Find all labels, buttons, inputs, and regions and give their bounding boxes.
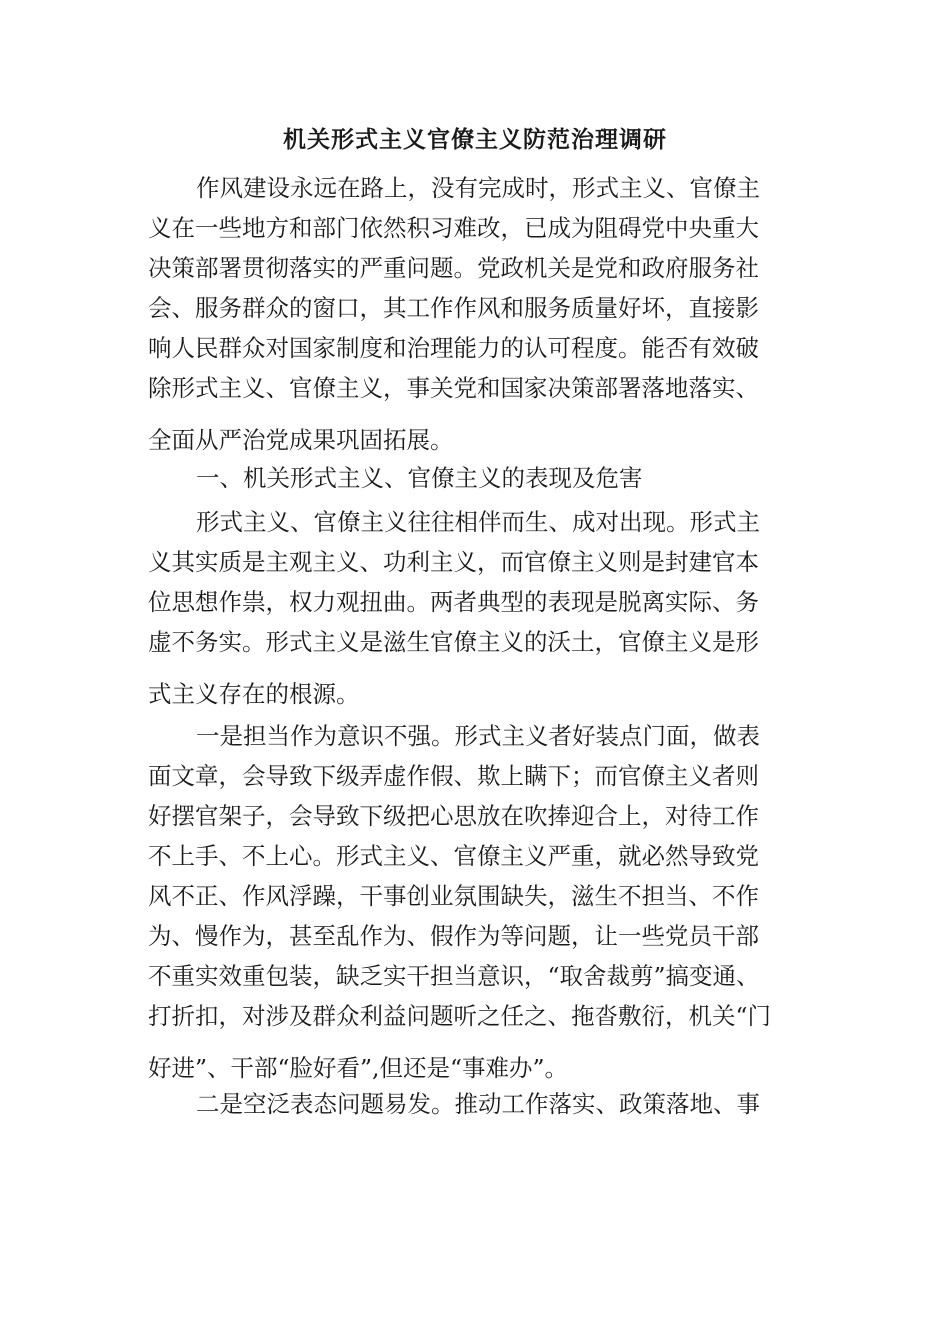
paragraph-line: 为、慢作为，甚至乱作为、假作为等问题，让一些党员干部 — [148, 922, 759, 950]
section-heading-text: 一、机关形式主义、官僚主义的表现及危害 — [196, 464, 643, 492]
section-heading — [148, 458, 802, 498]
paragraph-line: 除形式主义、官僚主义，事关党和国家决策部署落地落实、 — [148, 374, 759, 402]
paragraph-line: 决策部署贯彻落实的严重问题。党政机关是党和政府服务社 — [148, 254, 759, 282]
paragraph-point-one — [148, 716, 802, 1088]
paragraph-line: 义在一些地方和部门依然积习难改，已成为阻碍党中央重大 — [148, 214, 759, 242]
paragraph-line: 式主义存在的根源。 — [148, 680, 360, 708]
document-title: 机关形式主义官僚主义防范治理调研 — [283, 126, 667, 153]
paragraph-line: 一是担当作为意识不强。形式主义者好装点门面，做表 — [196, 722, 760, 750]
paragraph-line: 全面从严治党成果巩固拓展。 — [148, 426, 454, 454]
paragraph-line: 形式主义、官僚主义往往相伴而生、成对出现。形式主 — [196, 508, 760, 536]
paragraph-line: 义其实质是主观主义、功利主义，而官僚主义则是封建官本 — [148, 548, 759, 576]
paragraph-line: 不重实效重包装，缺乏实干担当意识，“取舍裁剪”搞变通、 — [148, 962, 760, 990]
paragraph-line: 打折扣，对涉及群众利益问题听之任之、拖沓敷衍，机关“门 — [148, 1002, 772, 1030]
paragraph-line: 好摆官架子，会导致下级把心思放在吹捧迎合上，对待工作 — [148, 802, 759, 830]
paragraph-line: 虚不务实。形式主义是滋生官僚主义的沃土，官僚主义是形 — [148, 628, 759, 656]
paragraph-line: 作风建设永远在路上，没有完成时，形式主义、官僚主 — [196, 174, 760, 202]
paragraph-line: 不上手、不上心。形式主义、官僚主义严重，就必然导致党 — [148, 842, 759, 870]
paragraph-line: 二是空泛表态问题易发。推动工作落实、政策落地、事 — [196, 1090, 760, 1118]
paragraph-line: 响人民群众对国家制度和治理能力的认可程度。能否有效破 — [148, 334, 759, 362]
paragraph-line: 好进”、干部“脸好看”,但还是“事难办”。 — [148, 1054, 569, 1082]
paragraph-point-two — [148, 1084, 802, 1124]
paragraph-line: 会、服务群众的窗口，其工作作风和服务质量好坏，直接影 — [148, 294, 759, 322]
paragraph-overview — [148, 502, 802, 714]
paragraph-intro — [148, 168, 802, 460]
paragraph-line: 位思想作祟，权力观扭曲。两者典型的表现是脱离实际、务 — [148, 588, 759, 616]
paragraph-line: 风不正、作风浮躁，干事创业氛围缺失，滋生不担当、不作 — [148, 882, 759, 910]
paragraph-line: 面文章，会导致下级弄虚作假、欺上瞒下；而官僚主义者则 — [148, 762, 759, 790]
